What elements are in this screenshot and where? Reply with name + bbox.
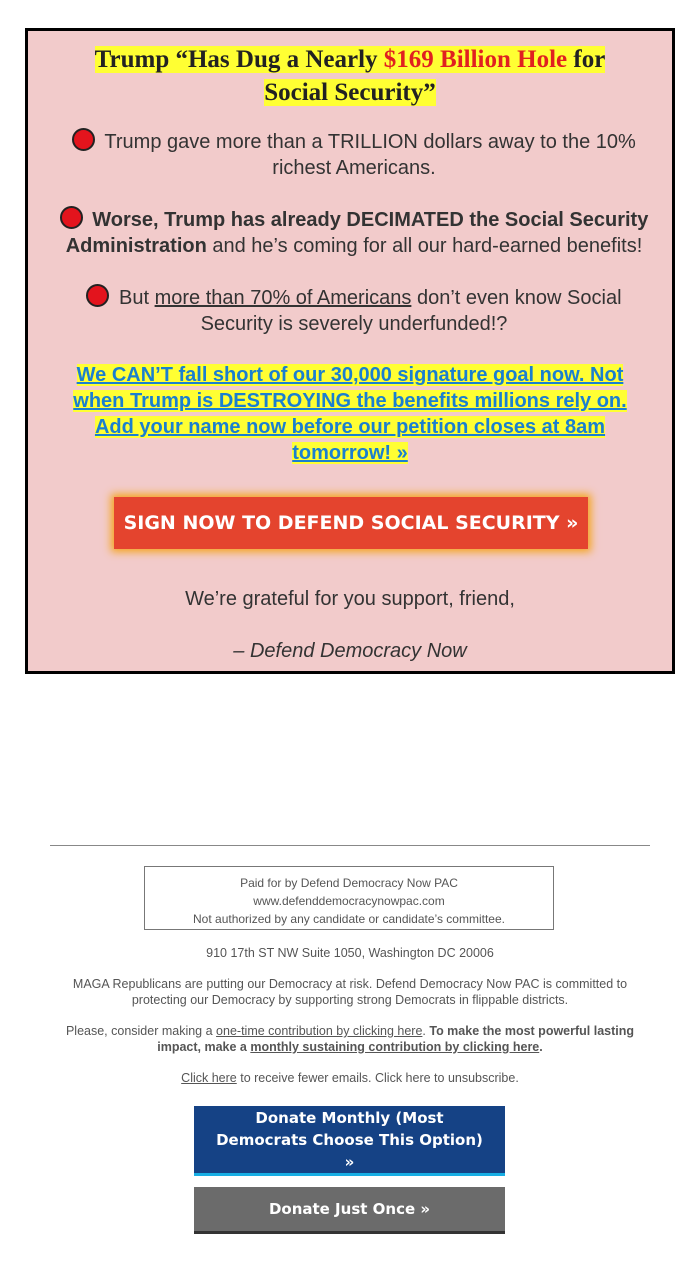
paid-for-text: Paid for by Defend Democracy Now PAC — [240, 876, 458, 890]
red-circle-icon — [60, 206, 83, 229]
sign-now-button[interactable]: SIGN NOW TO DEFEND SOCIAL SECURITY » — [114, 497, 588, 549]
red-circle-icon — [86, 284, 109, 307]
headline-line2: Social Security” — [264, 79, 436, 106]
petition-link[interactable]: We CAN’T fall short of our 30,000 signature goal now. Not when Trump is DESTROYING the benefits millions rely on. Add your name now before our petition closes at 8am tomorrow! » — [73, 364, 627, 464]
bullet-text: don’t even know Social Security is severely underfunded!? — [200, 287, 622, 335]
email-content-panel — [25, 28, 675, 674]
contribution-bold-post: . — [539, 1040, 543, 1054]
divider — [50, 845, 650, 846]
monthly-contribution-link[interactable]: monthly sustaining contribution by clicking here — [250, 1040, 540, 1054]
headline-highlight: $169 Billion Hole — [383, 46, 568, 73]
headline-text-part1: Trump “Has Dug a Nearly — [94, 46, 384, 73]
address: 910 17th ST NW Suite 1050, Washington DC 20006 — [206, 946, 494, 960]
fewer-emails-link[interactable]: Click here — [181, 1071, 237, 1085]
thanks-text: We’re grateful for you support, friend, — [185, 588, 515, 610]
bullet-text: But — [119, 287, 155, 309]
contribution-bold-pre: To make the most powerful lasting impact, make a — [157, 1024, 635, 1054]
bullet-text: Trump gave more than a TRILLION dollars away to the 10% richest Americans. — [104, 131, 636, 179]
donate-once-button[interactable]: Donate Just Once » — [194, 1187, 505, 1234]
bullet-decimated — [48, 206, 660, 259]
americans-link[interactable]: more than 70% of Americans — [154, 287, 412, 309]
not-authorized-text: Not authorized by any candidate or candidate’s committee. — [193, 912, 505, 926]
bullet-trillion — [48, 128, 660, 181]
bullet-text: and he’s coming for all our hard-earned benefits! — [206, 235, 643, 257]
signature: – Defend Democracy Now — [233, 640, 467, 662]
mission-text: MAGA Republicans are putting our Democracy at risk. Defend Democracy Now PAC is committed to protecting our Democracy by supporting strong Democrats in flippable districts. — [72, 977, 628, 1007]
donate-monthly-label: Donate Monthly (Most Democrats Choose This Option) » — [216, 1108, 483, 1171]
website-text: www.defenddemocracynowpac.com — [253, 894, 445, 908]
unsubscribe-text: to receive fewer emails. Click here to unsubscribe. — [236, 1071, 519, 1085]
red-circle-icon — [72, 128, 95, 151]
petition-cta — [53, 362, 647, 466]
paid-for-disclaimer — [144, 866, 554, 930]
bullet-bold-text: Worse, Trump has already DECIMATED the Social Security Administration — [65, 209, 649, 257]
contribution-mid: . — [422, 1024, 430, 1038]
headline-text-part2: for — [567, 46, 606, 73]
headline-line1 — [95, 46, 606, 73]
one-time-contribution-link[interactable]: one-time contribution by clicking here — [216, 1024, 423, 1038]
bullet-underfunded — [48, 284, 660, 337]
contribution-pre: Please, consider making a — [65, 1024, 217, 1038]
contribution-text — [50, 1023, 650, 1055]
email-preferences — [50, 1070, 650, 1086]
donate-monthly-button[interactable] — [194, 1106, 505, 1176]
headline — [28, 43, 672, 109]
